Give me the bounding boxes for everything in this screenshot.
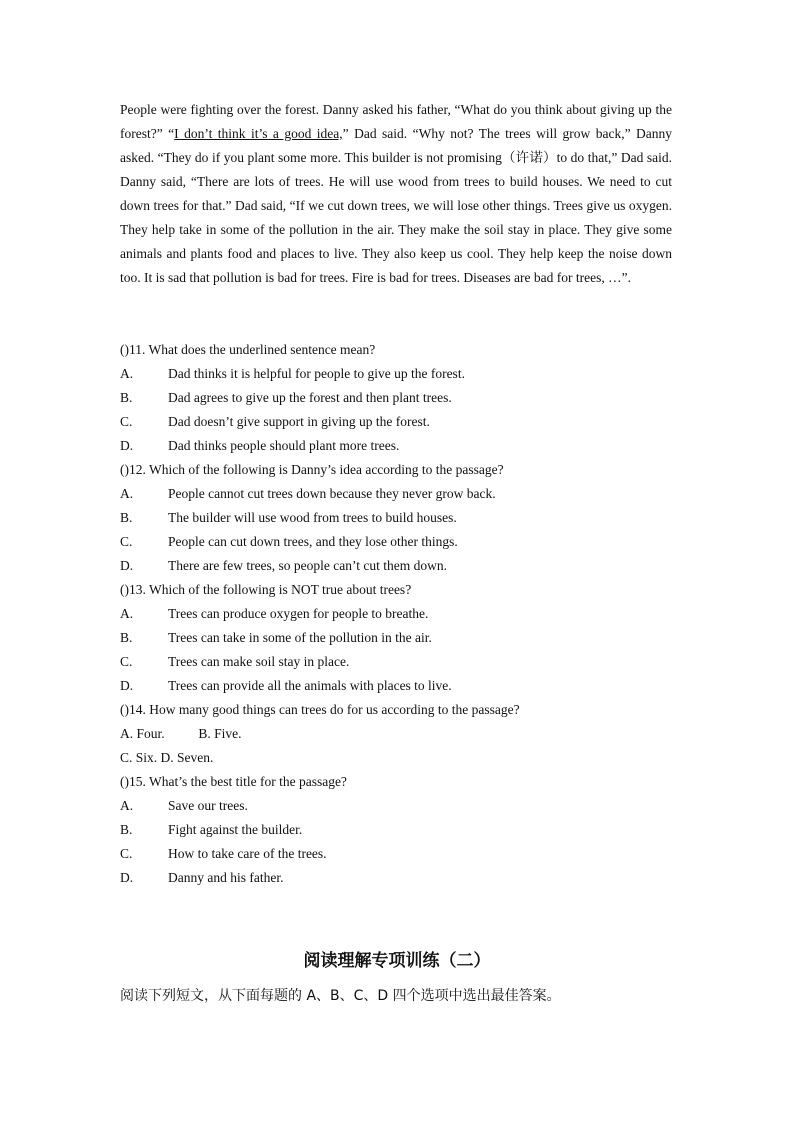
option-letter: A. (120, 606, 134, 621)
answer-option-c (120, 842, 680, 866)
option-letter: D. (120, 438, 134, 453)
option-letter: C. (120, 654, 133, 669)
option-letter: D. (120, 870, 134, 885)
answer-options-line: C. Six. D. Seven. (120, 750, 214, 765)
option-text: People cannot cut trees down because they never grow back. (168, 486, 496, 501)
question-stem: ()11. What does the underlined sentence mean? (120, 342, 376, 357)
option-text: Save our trees. (168, 798, 248, 813)
question-list (120, 338, 680, 890)
question-13 (120, 578, 680, 698)
option-text: There are few trees, so people can’t cut them down. (168, 558, 448, 573)
answer-option-a (120, 794, 680, 818)
answer-option-c (120, 650, 680, 674)
answer-option-d (120, 434, 680, 458)
reading-passage (120, 98, 672, 290)
passage-text-part2: ” Dad said. “Why not? The trees will grow back,” Danny asked. “They do if you plant some more. This builder is not promising（许诺）to do that,” Dad said. Danny said, “There are lots of trees. He will use wood from trees to build houses. We need to cut down trees for that.” Dad said, “If we cut down trees, we will lose other things. Trees give us oxygen. They help take in some of the pollution in the air. They make the soil stay in place. They give some animals and plants food and places to live. They also keep us cool. They help keep the noise down too. It is sad that pollution is bad for trees. Fire is bad for trees. Diseases are bad for trees, …”. (120, 126, 672, 285)
answer-option-a (120, 482, 680, 506)
answer-option-d (120, 866, 680, 890)
answer-option-c (120, 410, 680, 434)
option-letter: A. (120, 798, 134, 813)
question-14 (120, 698, 680, 770)
question-15 (120, 770, 680, 890)
question-12 (120, 458, 680, 578)
option-text: People can cut down trees, and they lose other things. (168, 534, 458, 549)
option-text: Dad doesn’t give support in giving up the forest. (168, 414, 430, 429)
option-text: Dad thinks people should plant more trees. (168, 438, 400, 453)
option-text: Dad thinks it is helpful for people to give up the forest. (168, 366, 465, 381)
option-letter: B. (120, 510, 133, 525)
option-letter: D. (120, 558, 134, 573)
answer-option-b (120, 818, 680, 842)
option-text: Trees can provide all the animals with places to live. (168, 678, 452, 693)
option-letter: A. (120, 486, 134, 501)
answer-option-b (120, 626, 680, 650)
option-letter: C. (120, 846, 133, 861)
option-text: Fight against the builder. (168, 822, 303, 837)
answer-option-a (120, 362, 680, 386)
option-text: Danny and his father. (168, 870, 284, 885)
option-text: Trees can produce oxygen for people to breathe. (168, 606, 429, 621)
question-stem: ()14. How many good things can trees do for us according to the passage? (120, 702, 520, 717)
question-11 (120, 338, 680, 458)
answer-options-line: A. Four. B. Five. (120, 726, 242, 741)
section-title: 阅读理解专项训练（二） (303, 951, 491, 971)
option-letter: B. (120, 630, 133, 645)
option-letter: D. (120, 678, 134, 693)
option-text: The builder will use wood from trees to build houses. (168, 510, 457, 525)
answer-option-d (120, 554, 680, 578)
answer-option-c (120, 530, 680, 554)
option-letter: A. (120, 366, 134, 381)
option-text: Trees can make soil stay in place. (168, 654, 350, 669)
option-letter: B. (120, 822, 133, 837)
answer-option-a (120, 602, 680, 626)
passage-text-part1: People were fighting over the forest. Danny asked his father, “What do you think about giving up the forest?” “ (120, 102, 672, 141)
answer-option-d (120, 674, 680, 698)
question-stem: ()13. Which of the following is NOT true about trees? (120, 582, 412, 597)
option-text: Trees can take in some of the pollution in the air. (168, 630, 432, 645)
option-letter: C. (120, 534, 133, 549)
answer-option-b (120, 506, 680, 530)
underlined-sentence: I don’t think it’s a good idea, (174, 126, 343, 141)
question-stem: ()15. What’s the best title for the passage? (120, 774, 347, 789)
section-instruction: 阅读下列短文，从下面每题的 A、B、C、D 四个选项中选出最佳答案。 (120, 988, 561, 1004)
question-stem: ()12. Which of the following is Danny’s idea according to the passage? (120, 462, 504, 477)
option-letter: C. (120, 414, 133, 429)
answer-option-b (120, 386, 680, 410)
option-text: How to take care of the trees. (168, 846, 327, 861)
option-text: Dad agrees to give up the forest and then plant trees. (168, 390, 452, 405)
option-letter: B. (120, 390, 133, 405)
